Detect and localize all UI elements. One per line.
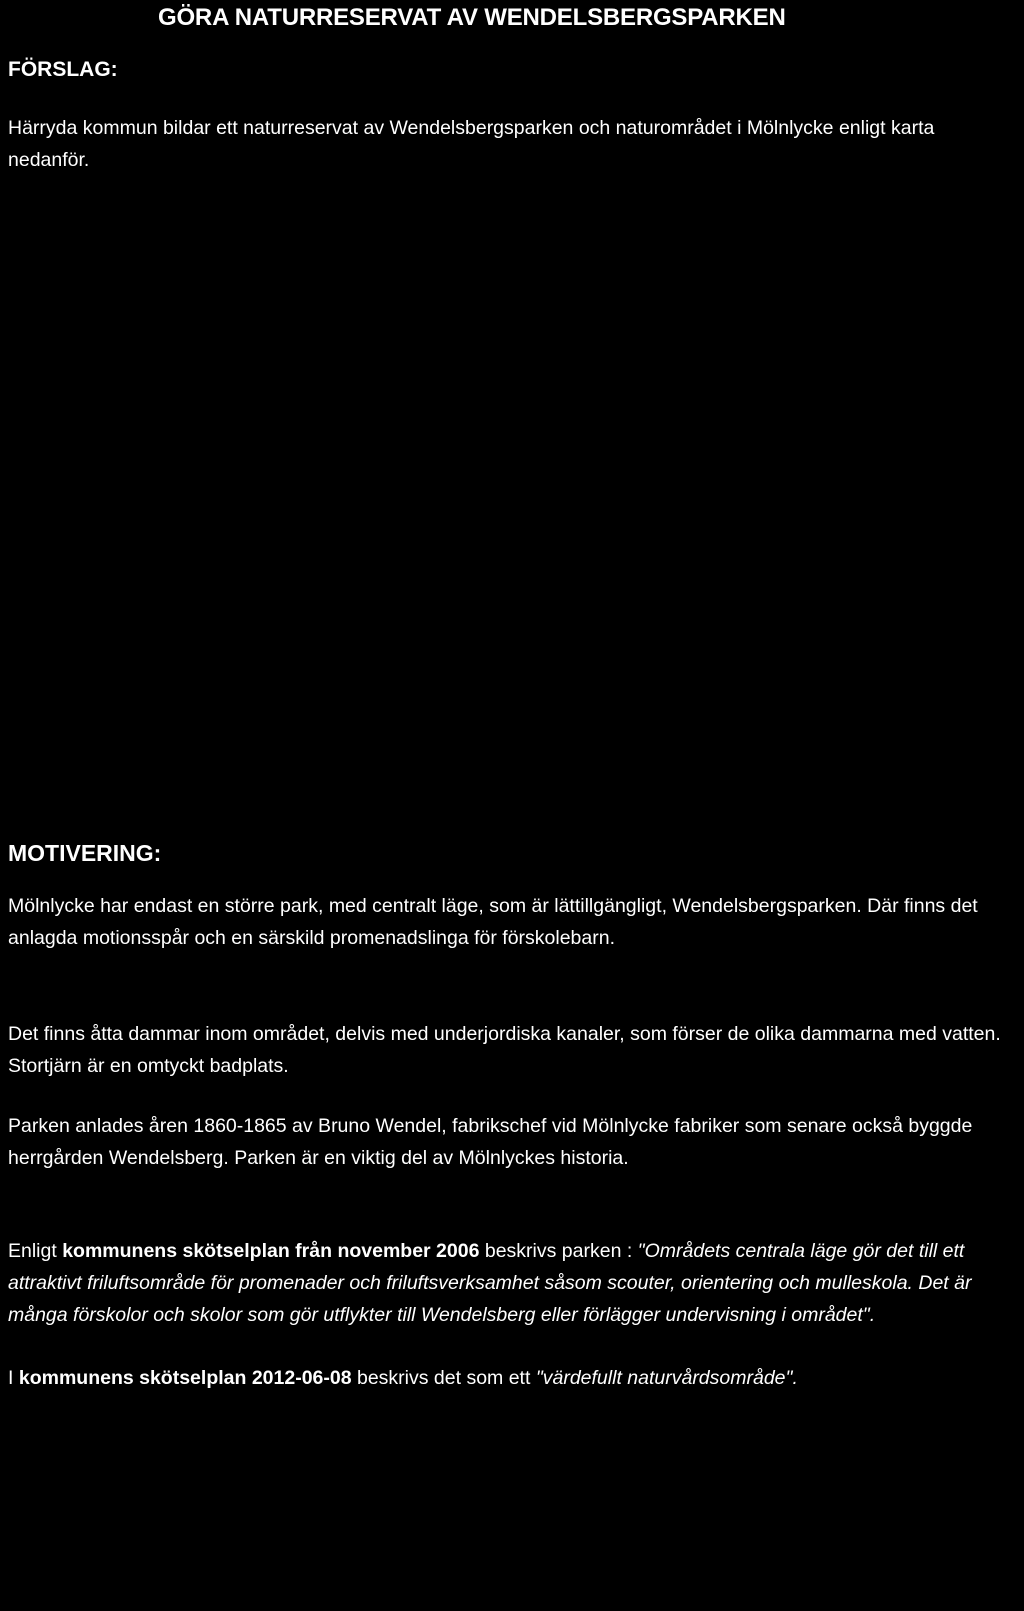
document-title: GÖRA NATURRESERVAT AV WENDELSBERGSPARKEN xyxy=(158,4,786,31)
motivering-paragraph-park: Mölnlycke har endast en större park, med centralt läge, som är lättillgängligt, Wendelsbergsparken. Där finns det anlagda motionsspår och en särskild promenadslinga för förskolebarn. xyxy=(8,895,978,949)
plan-2006-reference: kommunens skötselplan från november 2006 xyxy=(62,1240,480,1262)
plan-2012-quote: "värdefullt naturvårdsområde". xyxy=(535,1367,798,1389)
plan-2006-mid: beskrivs parken : xyxy=(479,1240,638,1262)
motivering-paragraph-plan-2006 xyxy=(8,1235,1018,1331)
forslag-heading: FÖRSLAG: xyxy=(8,58,118,81)
plan-2012-mid: beskrivs det som ett xyxy=(351,1367,536,1389)
motivering-paragraph-plan-2012 xyxy=(8,1362,1018,1394)
plan-2006-lead: Enligt xyxy=(8,1240,63,1262)
motivering-paragraph-ponds: Det finns åtta dammar inom området, delvis med underjordiska kanaler, som förser de olika dammarna med vatten. Stortjärn är en omtyckt badplats. xyxy=(8,1023,1001,1077)
plan-2012-reference: kommunens skötselplan 2012-06-08 xyxy=(18,1367,352,1389)
plan-2012-lead: I xyxy=(8,1367,19,1389)
forslag-paragraph: Härryda kommun bildar ett naturreservat av Wendelsbergsparken och naturområdet i Mölnlycke enligt karta nedanför. xyxy=(8,117,935,171)
motivering-paragraph-history: Parken anlades åren 1860-1865 av Bruno Wendel, fabrikschef vid Mölnlycke fabriker som senare också byggde herrgården Wendelsberg. Parken är en viktig del av Mölnlyckes historia. xyxy=(8,1115,973,1169)
motivering-heading: MOTIVERING: xyxy=(8,840,162,866)
plan-2006-quote: "Områdets centrala läge gör det till ett attraktivt friluftsområde för promenader och friluftsverksamhet såsom scouter, orientering och mulleskola. Det är många förskolor och skolor som gör utflykter till Wendelsberg eller förlägger undervisning i området". xyxy=(8,1240,972,1326)
